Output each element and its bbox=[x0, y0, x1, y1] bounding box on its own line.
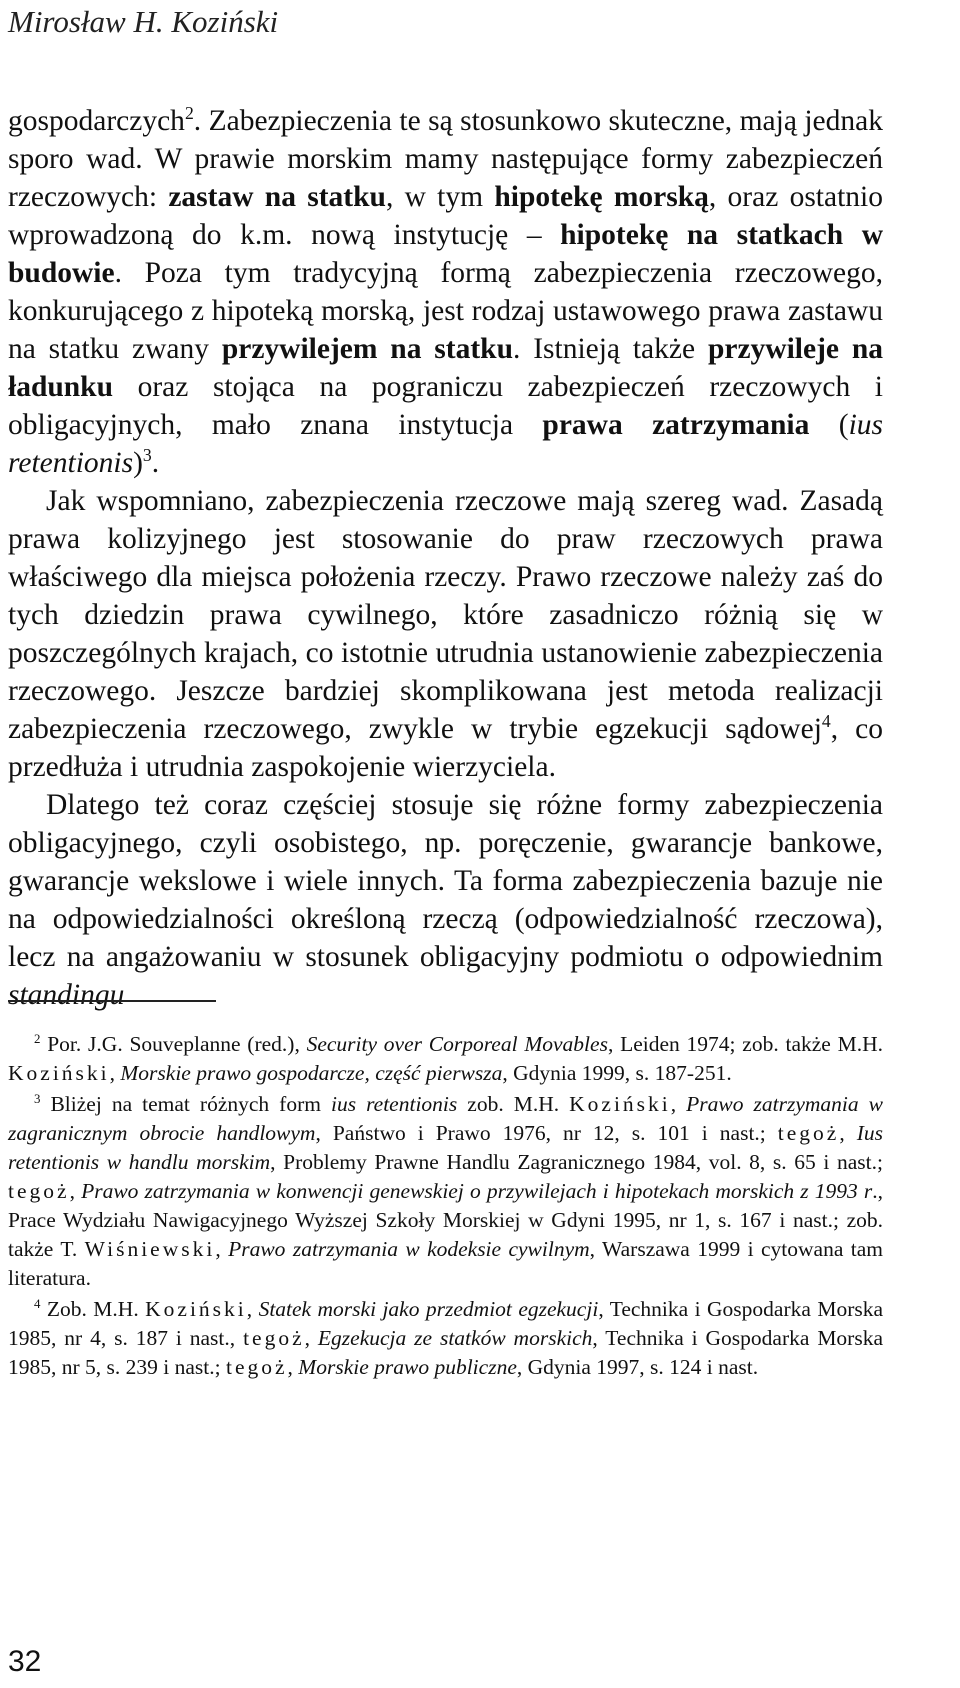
citation-title: Ius retentionis w handlu morskim bbox=[8, 1121, 884, 1174]
paragraph-3 bbox=[8, 786, 883, 1014]
citation-term: ius retentionis bbox=[330, 1092, 458, 1116]
text-span: Por. J.G. Souveplanne (red.), bbox=[40, 1032, 307, 1056]
footnote-number: 4 bbox=[34, 1296, 41, 1311]
text-span: Jak wspomniano, zabezpieczenia rzeczowe mają szereg wad. Zasadą prawa kolizyjnego jest stosowanie do praw rzeczowych prawa właściwego dla miejsca położenia rzeczy. Prawo rzeczowe należy zaś do tych dziedzin prawa cywilnego, które zasadniczo różnią się w poszczególnych krajach, co istotnie utrudnia ustanowienie zabezpieczenia rzeczowego. Jeszcze bardziej skomplikowana jest metoda realizacji zabezpieczenia rzeczowego, zwykle w trybie egzekucji sądowej bbox=[8, 485, 883, 745]
footnote-ref-3[interactable]: 3 bbox=[142, 445, 152, 466]
author-name: Koziński bbox=[569, 1092, 671, 1116]
text-span: ( bbox=[809, 409, 849, 441]
author-name: tegoż bbox=[8, 1179, 70, 1203]
citation-title: Security over Corporeal Movables bbox=[306, 1032, 608, 1056]
text-span: , bbox=[287, 1355, 299, 1379]
text-span: gospodarczych bbox=[8, 105, 185, 137]
text-span: oraz stojąca na pograniczu zabezpieczeń rzeczowych i obligacyjnych, mało znana instytucja bbox=[8, 371, 883, 441]
citation-title: Egzekucja ze statków morskich bbox=[317, 1326, 593, 1350]
text-span: ) bbox=[133, 447, 143, 479]
term-standing: standingu bbox=[8, 979, 125, 1011]
text-span: , Technika i Gospodarka Morska 1985, nr 5, s. 239 i nast.; bbox=[8, 1326, 884, 1379]
citation-title: Morskie prawo gospodarcze, część pierwsza bbox=[120, 1061, 503, 1085]
footnote-separator bbox=[8, 1000, 216, 1002]
citation-title: Prawo zatrzymania w kodeksie cywilnym bbox=[228, 1237, 590, 1261]
author-name: tegoż bbox=[243, 1326, 305, 1350]
citation-title: Morskie prawo publiczne bbox=[298, 1355, 517, 1379]
author-name: Koziński bbox=[145, 1297, 247, 1321]
text-span: . Zabezpieczenia te są stosunkowo skuteczne, mają jednak sporo wad. W prawie morskim mamy następujące formy zabezpieczeń rzeczowych: bbox=[8, 105, 883, 213]
term-hipoteka-na-statkach-w-budowie: hipotekę na statkach w budowie bbox=[8, 219, 883, 289]
text-span: , Państwo i Prawo 1976, nr 12, s. 101 i nast.; bbox=[315, 1121, 778, 1145]
text-span: , Gdynia 1999, s. 187-251. bbox=[502, 1061, 732, 1085]
author-name: tegoż bbox=[225, 1355, 288, 1379]
text-span: . Istnieją także bbox=[512, 333, 708, 365]
footnotes bbox=[8, 1030, 883, 1384]
running-header-author: Mirosław H. Koziński bbox=[8, 4, 279, 39]
text-span: , bbox=[69, 1179, 82, 1203]
text-span: Dlatego też coraz częściej stosuje się różne formy zabezpieczenia obligacyjnego, czyli osobistego, np. poręczenie, gwarancje bankowe, gwarancje wekslowe i wiele innych. Ta forma zabezpieczenia bazuje nie na odpowiedzialności określoną rzeczą (odpowiedzialność rzeczowa), lecz na angażowaniu w stosunek obligacyjny podmiotu o odpowiednim bbox=[8, 789, 883, 973]
footnote-ref-2[interactable]: 2 bbox=[184, 103, 194, 124]
text-span: Bliżej na temat różnych form bbox=[40, 1092, 331, 1116]
paragraph-2 bbox=[8, 482, 883, 786]
text-span: . Poza tym tradycyjną formą zabezpieczenia rzeczowego, konkurującego z hipoteką morską, jest rodzaj ustawowego prawa zastawu na statku zwany bbox=[8, 257, 883, 365]
footnote-number: 3 bbox=[34, 1091, 41, 1106]
citation-title: Statek morski jako przedmiot egzekucji bbox=[258, 1297, 599, 1321]
text-span: , bbox=[839, 1121, 857, 1145]
page-number: 32 bbox=[8, 1645, 42, 1678]
text-span: Zob. M.H. bbox=[40, 1297, 146, 1321]
text-span: , Warszawa 1999 i cytowana tam literatura. bbox=[8, 1237, 883, 1290]
term-ius-retentionis: ius retentionis bbox=[8, 409, 883, 479]
text-span: , Leiden 1974; zob. także M.H. bbox=[607, 1032, 883, 1056]
text-span: , Technika i Gospodarka Morska 1985, nr 4, s. 187 i nast., bbox=[8, 1297, 884, 1350]
text-span: , Problemy Prawne Handlu Zagranicznego 1984, vol. 8, s. 65 i nast.; bbox=[270, 1150, 883, 1174]
author-name: Koziński bbox=[8, 1061, 110, 1085]
text-span: , bbox=[246, 1297, 259, 1321]
author-name: Wiśniewski bbox=[84, 1237, 216, 1261]
text-span: , bbox=[670, 1092, 687, 1116]
text-span: zob. M.H. bbox=[457, 1092, 570, 1116]
footnote-2 bbox=[8, 1030, 883, 1088]
paragraph-1 bbox=[8, 102, 883, 482]
term-przywilej-na-statku: przywilejem na statku bbox=[221, 333, 513, 365]
main-text bbox=[8, 102, 883, 1014]
text-span: , co przedłuża i utrudnia zaspokojenie wierzyciela. bbox=[8, 713, 884, 783]
text-span: . bbox=[151, 447, 160, 479]
footnote-4 bbox=[8, 1295, 883, 1382]
author-name: tegoż bbox=[777, 1121, 840, 1145]
text-span: , oraz ostatnio wprowadzoną do k.m. nową instytucję – bbox=[8, 181, 883, 251]
term-przywileje-na-ladunku: przywileje na ładunku bbox=[8, 333, 883, 403]
text-span: ., Prace Wydziału Nawigacyjnego Wyższej Szkoły Morskiej w Gdyni 1995, nr 1, s. 167 i nast.; zob. także T. bbox=[8, 1179, 884, 1261]
footnote-3 bbox=[8, 1090, 883, 1293]
term-prawo-zatrzymania: prawa zatrzymania bbox=[542, 409, 810, 441]
text-span: , Gdynia 1997, s. 124 i nast. bbox=[516, 1355, 759, 1379]
citation-title: Prawo zatrzymania w konwencji genewskiej o przywilejach i hipotekach morskich z 1993 r bbox=[81, 1179, 873, 1203]
footnote-ref-4[interactable]: 4 bbox=[821, 711, 831, 732]
text-span: , w tym bbox=[385, 181, 495, 213]
footnote-number: 2 bbox=[34, 1031, 41, 1046]
text-span: , bbox=[215, 1237, 229, 1261]
term-zastaw-na-statku: zastaw na statku bbox=[168, 181, 386, 213]
text-span: , bbox=[304, 1326, 318, 1350]
citation-title: Prawo zatrzymania w zagranicznym obrocie handlowym bbox=[8, 1092, 883, 1145]
text-span: , bbox=[109, 1061, 121, 1085]
term-hipoteka-morska: hipotekę morską bbox=[494, 181, 709, 213]
